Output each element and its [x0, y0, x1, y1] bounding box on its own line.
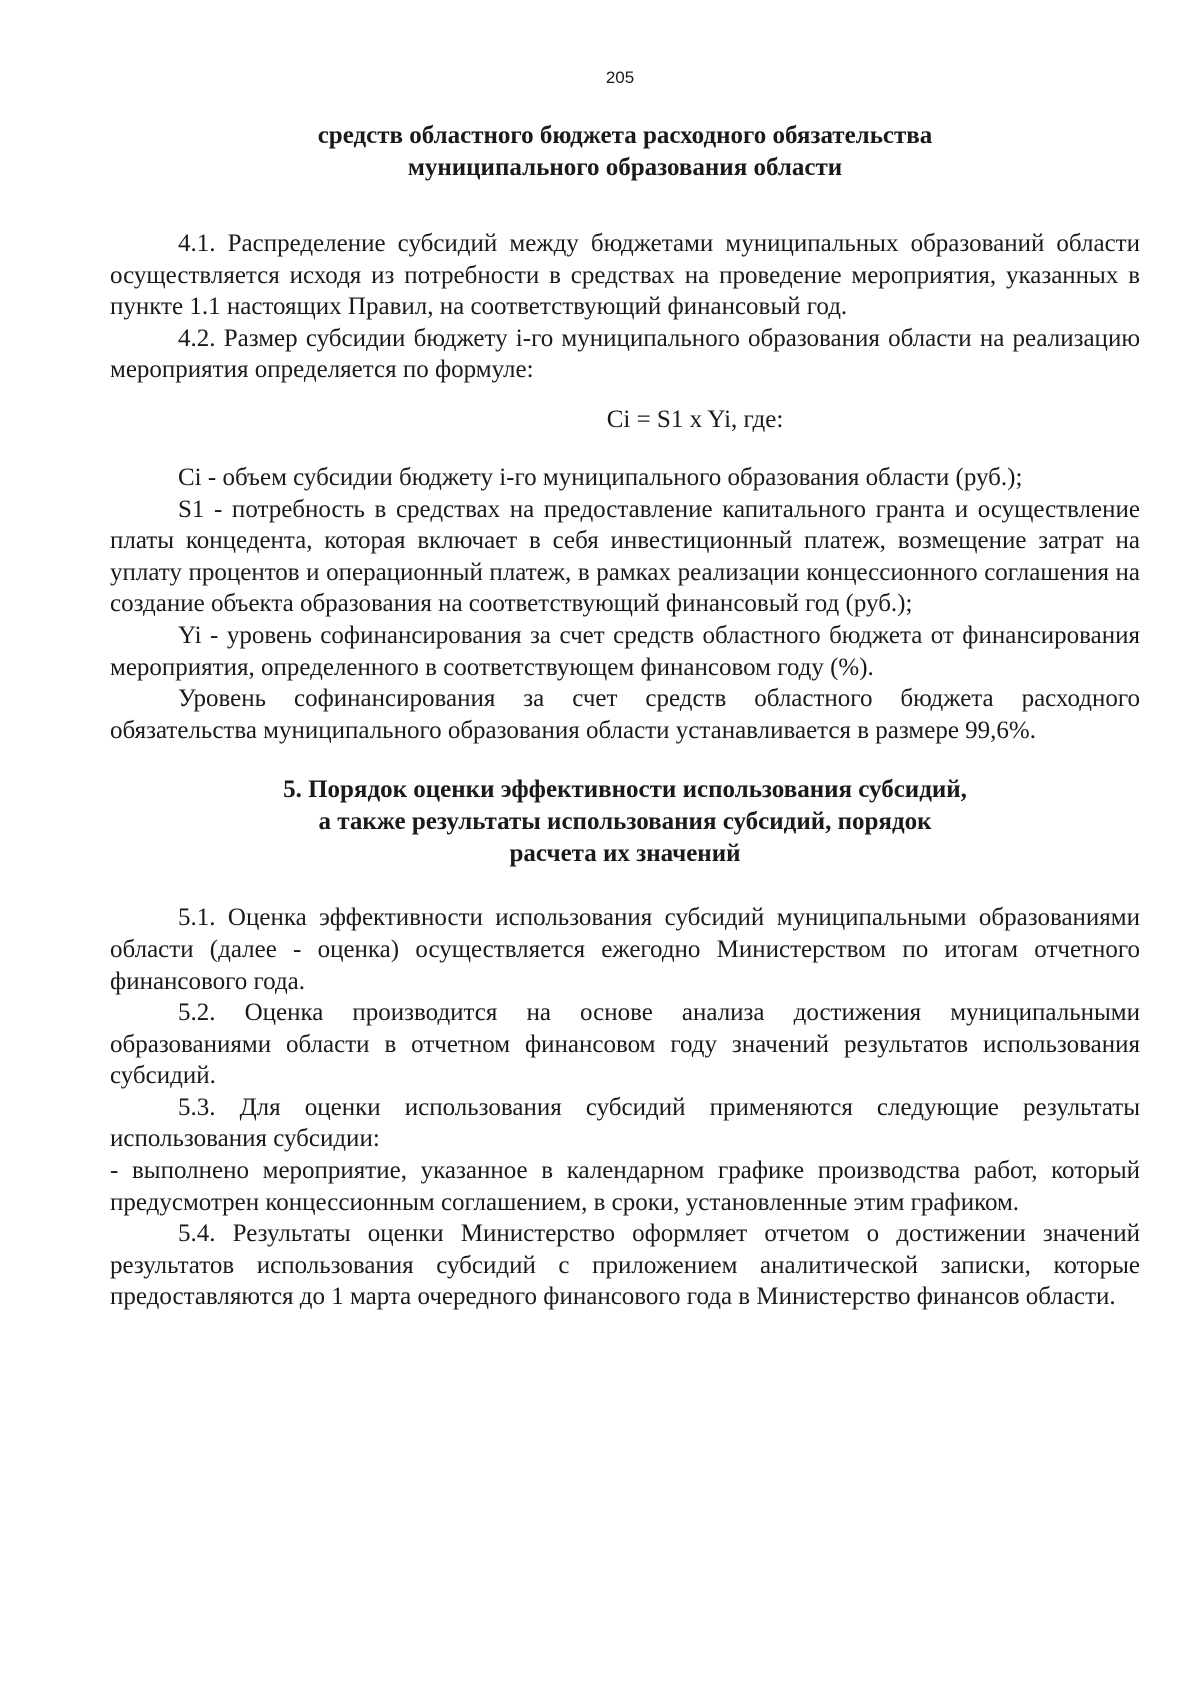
paragraph-5-1: 5.1. Оценка эффективности использования субсидий муниципальными образованиями области (далее - оценка) осуществляется ежегодно Министерством по итогам отчетного финансового года.	[110, 904, 1140, 995]
paragraph-5-3-item: - выполнено мероприятие, указанное в календарном графике производства работ, который предусмотрен концессионным соглашением, в сроки, установленные этим графиком.	[110, 1157, 1140, 1216]
section-5-heading	[110, 774, 1140, 870]
heading-line: расчета их значений	[509, 840, 741, 868]
heading-line: а также результаты использования субсидий, порядок	[318, 808, 932, 836]
definition-yi: Yi - уровень софинансирования за счет средств областного бюджета от финансирования мероприятия, определенного в соответствующем финансовом году (%).	[110, 621, 1140, 681]
definition-ci: Ci - объем субсидии бюджету i-го муниципального образования области (руб.);	[178, 463, 1023, 491]
formula: Ci = S1 x Yi, где:	[606, 405, 784, 433]
paragraph-4-1: 4.1. Распределение субсидий между бюджетами муниципальных образований области осуществляется исходя из потребности в средствах на проведение мероприятия, указанных в пункте 1.1 настоящих Правил, на соответствующий финансовый год.	[110, 230, 1140, 321]
heading-line: муниципального образования области	[407, 154, 843, 181]
definition-s1: S1 - потребность в средствах на предоставление капитального гранта и осуществление платы концедента, которая включает в себя инвестиционный платеж, возмещение затрат на уплату процентов и операционный платеж, в рамках реализации концессионного соглашения на создание объекта образования на соответствующий финансовый год (руб.);	[110, 495, 1140, 618]
heading-line: средств областного бюджета расходного обязательства	[317, 122, 933, 149]
page-number: 205	[605, 68, 635, 87]
section-4-heading	[110, 120, 1140, 184]
document-body	[110, 120, 1140, 1313]
paragraph-5-4: 5.4. Результаты оценки Министерство оформляет отчетом о достижении значений результатов использования субсидий с приложением аналитической записки, которые предоставляются до 1 марта очередного финансового года в Министерство финансов области.	[110, 1220, 1140, 1311]
heading-line: 5. Порядок оценки эффективности использования субсидий,	[283, 776, 967, 804]
cofinancing-level: Уровень софинансирования за счет средств областного бюджета расходного обязательства муниципального образования области устанавливается в размере 99,6%.	[110, 685, 1140, 744]
paragraph-5-3: 5.3. Для оценки использования субсидий применяются следующие результаты использования субсидии:	[110, 1093, 1140, 1153]
paragraph-5-2: 5.2. Оценка производится на основе анализа достижения муниципальными образованиями области в отчетном финансовом году значений результатов использования субсидий.	[110, 999, 1140, 1090]
paragraph-4-2: 4.2. Размер субсидии бюджету i-го муниципального образования области на реализацию мероприятия определяется по формуле:	[110, 324, 1140, 384]
